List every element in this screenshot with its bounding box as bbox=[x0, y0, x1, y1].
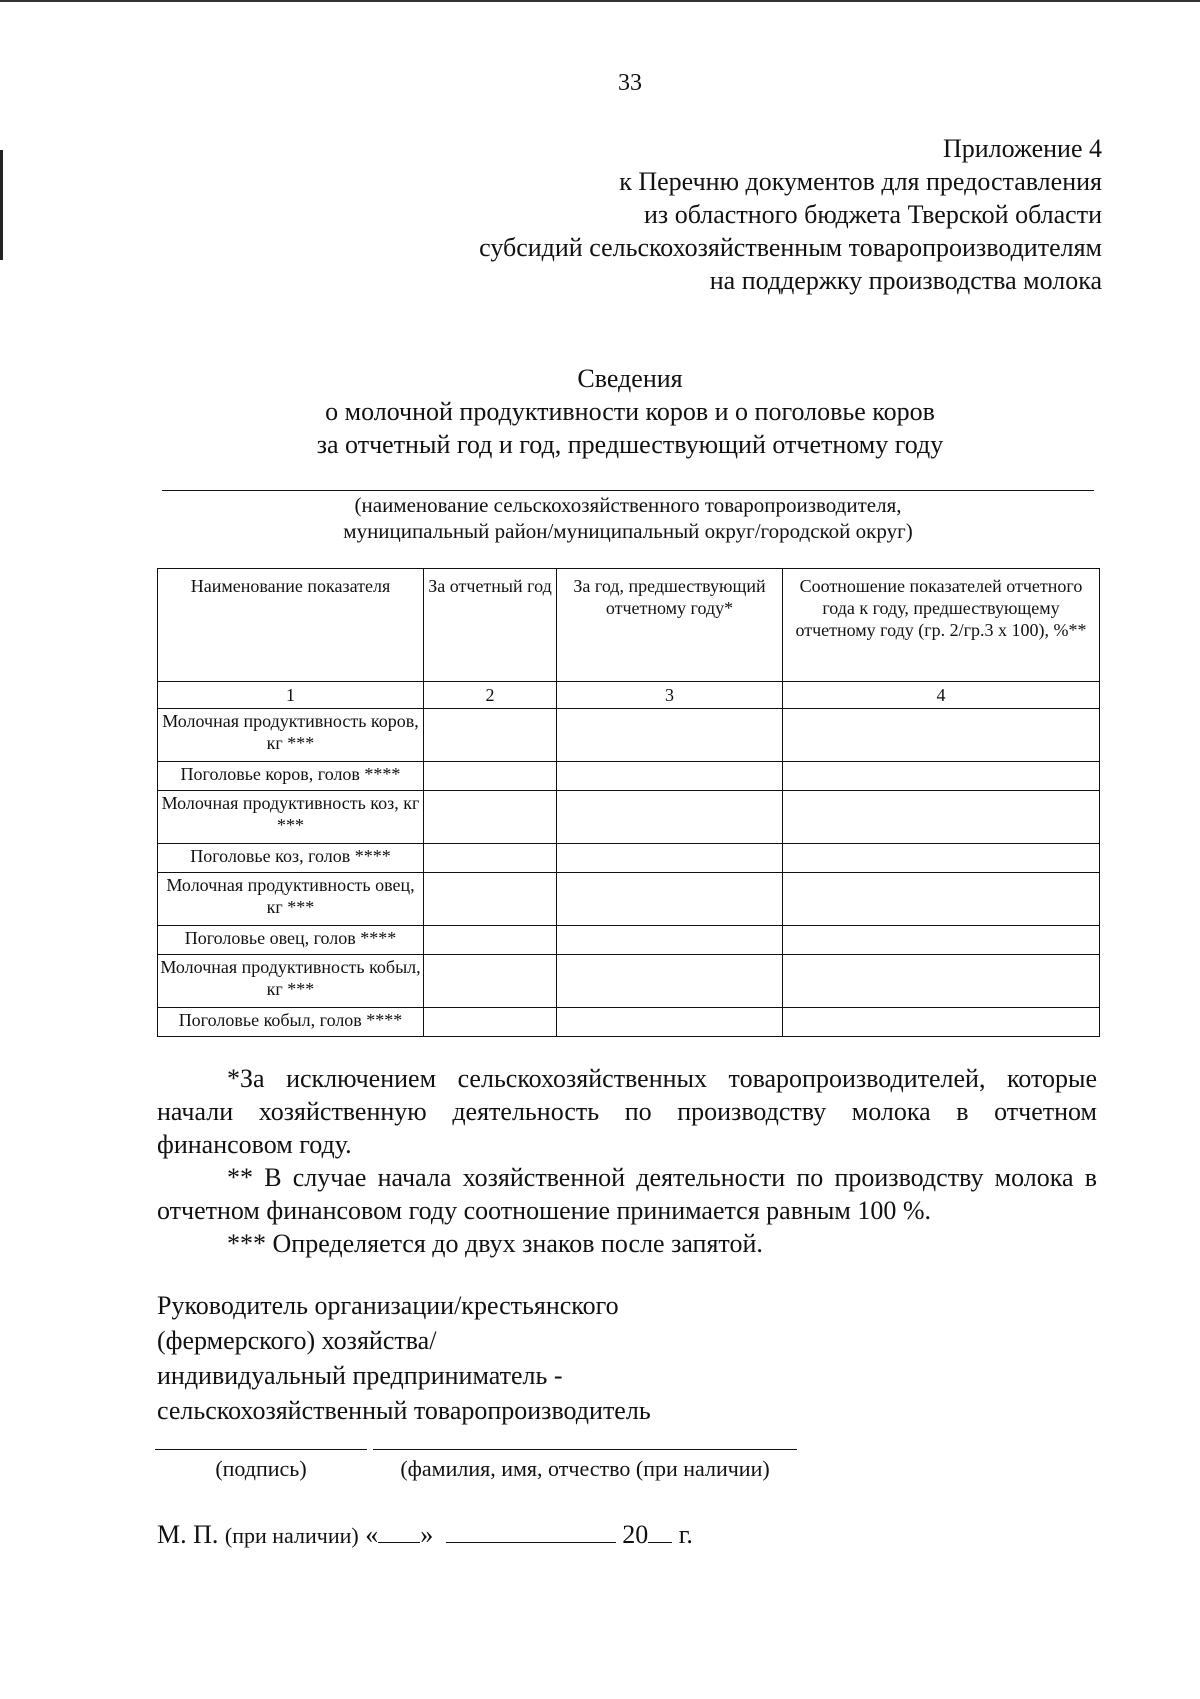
full-name-line[interactable] bbox=[373, 1449, 797, 1450]
row-label: Поголовье кобыл, голов **** bbox=[158, 1008, 424, 1037]
table-row bbox=[158, 873, 1100, 926]
quote-close: » bbox=[420, 1520, 434, 1549]
day-blank[interactable] bbox=[378, 1516, 420, 1543]
cell-ratio[interactable] bbox=[783, 709, 1100, 762]
header-previous-year: За год, предшествующий отчетному году* bbox=[557, 569, 783, 682]
scan-edge-left bbox=[0, 150, 3, 260]
stamp-label: М. П. bbox=[157, 1520, 219, 1549]
scan-edge-top bbox=[0, 0, 1200, 2]
footnote-2: ** В случае начала хозяйственной деятельности по производству молока в отчетном финансовом году соотношение принимается равным 100 %. bbox=[157, 1163, 1097, 1225]
table-row bbox=[158, 762, 1100, 791]
cell-previous-year[interactable] bbox=[557, 873, 783, 926]
cell-reporting-year[interactable] bbox=[424, 762, 557, 791]
cell-ratio[interactable] bbox=[783, 762, 1100, 791]
appendix-line: на поддержку производства молока bbox=[709, 266, 1102, 295]
cell-ratio[interactable] bbox=[783, 1008, 1100, 1037]
table-row bbox=[158, 926, 1100, 955]
year-blank[interactable] bbox=[648, 1516, 672, 1543]
stamp-note: (при наличии) bbox=[224, 1523, 359, 1548]
stamp-date-line bbox=[157, 1516, 693, 1550]
appendix-header bbox=[479, 132, 1102, 297]
cell-reporting-year[interactable] bbox=[424, 873, 557, 926]
indicators-table bbox=[157, 568, 1100, 1037]
appendix-line: к Перечню документов для предоставления bbox=[619, 167, 1102, 196]
column-number-row: 1 2 3 4 bbox=[158, 682, 1100, 709]
row-label: Молочная продуктивность коров, кг *** bbox=[158, 709, 424, 762]
cell-reporting-year[interactable] bbox=[424, 709, 557, 762]
month-blank[interactable] bbox=[446, 1516, 616, 1543]
title-line: Сведения bbox=[577, 364, 683, 393]
row-label: Молочная продуктивность овец, кг *** bbox=[158, 873, 424, 926]
full-name-caption: (фамилия, имя, отчество (при наличии) bbox=[400, 1456, 770, 1481]
cell-ratio[interactable] bbox=[783, 873, 1100, 926]
producer-name-line[interactable] bbox=[162, 490, 1094, 491]
cell-reporting-year[interactable] bbox=[424, 955, 557, 1008]
table-row bbox=[158, 955, 1100, 1008]
cell-ratio[interactable] bbox=[783, 926, 1100, 955]
year-prefix: 20 bbox=[622, 1520, 649, 1549]
row-label: Молочная продуктивность кобыл, кг *** bbox=[158, 955, 424, 1008]
signature-caption: (подпись) bbox=[215, 1456, 307, 1481]
table-row bbox=[158, 791, 1100, 844]
signature-line[interactable] bbox=[155, 1449, 367, 1450]
row-label: Поголовье овец, голов **** bbox=[158, 926, 424, 955]
footnotes bbox=[157, 1062, 1097, 1260]
cell-previous-year[interactable] bbox=[557, 844, 783, 873]
document-title bbox=[0, 362, 1200, 461]
cell-reporting-year[interactable] bbox=[424, 791, 557, 844]
title-line: за отчетный год и год, предшествующий отчетному году bbox=[316, 430, 944, 459]
row-label: Поголовье коров, голов **** bbox=[158, 762, 424, 791]
header-ratio: Соотношение показателей отчетного года к году, предшествующему отчетному году (гр. 2/гр.3 х 100), %** bbox=[783, 569, 1100, 682]
cell-previous-year[interactable] bbox=[557, 955, 783, 1008]
table-row bbox=[158, 844, 1100, 873]
header-reporting-year: За отчетный год bbox=[424, 569, 557, 682]
year-suffix: г. bbox=[678, 1520, 693, 1549]
header-indicator-name: Наименование показателя bbox=[158, 569, 424, 682]
quote-open: « bbox=[365, 1520, 379, 1549]
footnote-3: *** Определяется до двух знаков после запятой. bbox=[227, 1229, 763, 1258]
row-label: Молочная продуктивность коз, кг *** bbox=[158, 791, 424, 844]
signer-title: Руководитель организации/крестьянского (фермерского) хозяйства/ индивидуальный предприниматель - сельскохозяйственный товаропроизводитель bbox=[157, 1291, 651, 1425]
row-label: Поголовье коз, голов **** bbox=[158, 844, 424, 873]
title-line: о молочной продуктивности коров и о поголовье коров bbox=[325, 397, 935, 426]
cell-reporting-year[interactable] bbox=[424, 926, 557, 955]
table-row bbox=[158, 709, 1100, 762]
appendix-line: Приложение 4 bbox=[942, 134, 1102, 163]
cell-previous-year[interactable] bbox=[557, 791, 783, 844]
appendix-line: субсидий сельскохозяйственным товаропроизводителям bbox=[479, 233, 1102, 262]
cell-previous-year[interactable] bbox=[557, 926, 783, 955]
page-number: 33 bbox=[618, 70, 642, 96]
cell-ratio[interactable] bbox=[783, 844, 1100, 873]
cell-reporting-year[interactable] bbox=[424, 1008, 557, 1037]
cell-reporting-year[interactable] bbox=[424, 844, 557, 873]
table-row bbox=[158, 1008, 1100, 1037]
cell-previous-year[interactable] bbox=[557, 709, 783, 762]
footnote-1: *За исключением сельскохозяйственных товаропроизводителей, которые начали хозяйственную деятельность по производству молока в отчетном финансовом году. bbox=[157, 1064, 1097, 1159]
cell-ratio[interactable] bbox=[783, 791, 1100, 844]
appendix-line: из областного бюджета Тверской области bbox=[644, 200, 1102, 229]
cell-previous-year[interactable] bbox=[557, 1008, 783, 1037]
producer-name-caption: (наименование сельскохозяйственного товаропроизводителя, муниципальный район/муниципальный округ/городской округ) bbox=[343, 493, 913, 543]
cell-ratio[interactable] bbox=[783, 955, 1100, 1008]
cell-previous-year[interactable] bbox=[557, 762, 783, 791]
